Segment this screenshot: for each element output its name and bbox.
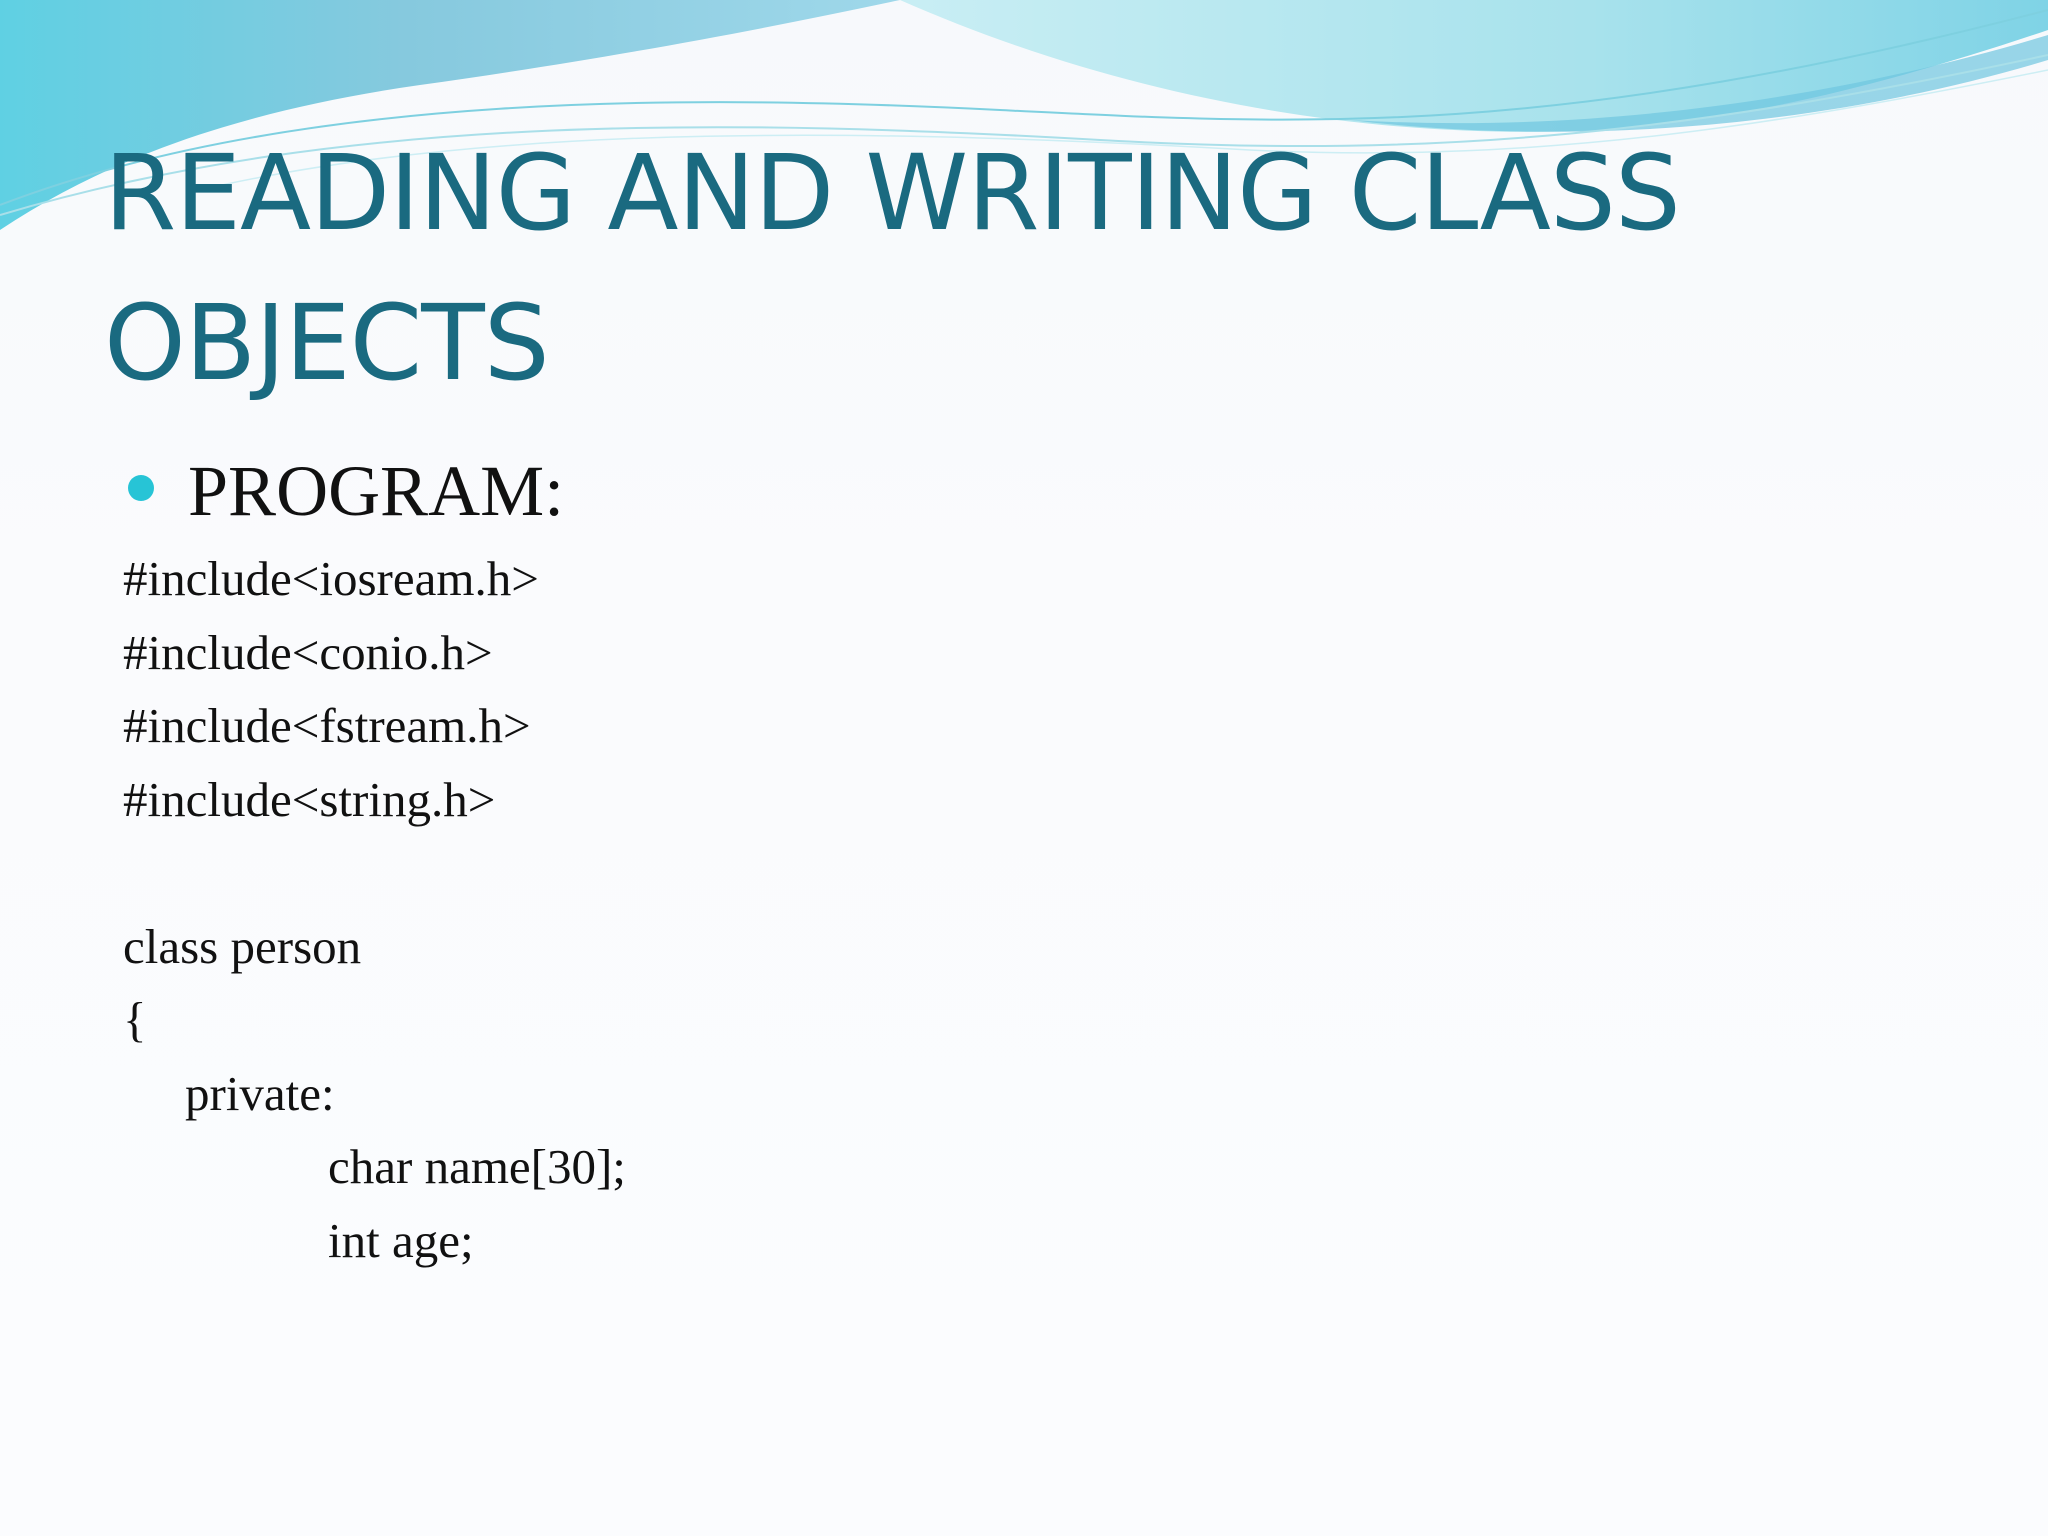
- code-line: class person: [123, 918, 362, 974]
- code-line: #include<iosream.h>: [123, 551, 539, 606]
- code-line: private:: [185, 1065, 335, 1121]
- code-block: [123, 542, 626, 1277]
- title-line-2: OBJECTS: [104, 282, 549, 404]
- code-line: #include<string.h>: [123, 771, 496, 827]
- code-line: int age;: [328, 1212, 474, 1268]
- bullet-item: [128, 448, 564, 534]
- code-line: {: [123, 992, 147, 1047]
- title-line-1: READING AND WRITING CLASS: [104, 132, 1680, 254]
- bullet-dot-icon: [128, 475, 154, 501]
- code-line: #include<conio.h>: [123, 624, 493, 680]
- code-line: [123, 836, 626, 910]
- code-line: #include<fstream.h>: [123, 698, 531, 753]
- code-line: char name[30];: [328, 1139, 626, 1194]
- bullet-text: PROGRAM:: [188, 451, 565, 531]
- slide-title: [104, 118, 1904, 418]
